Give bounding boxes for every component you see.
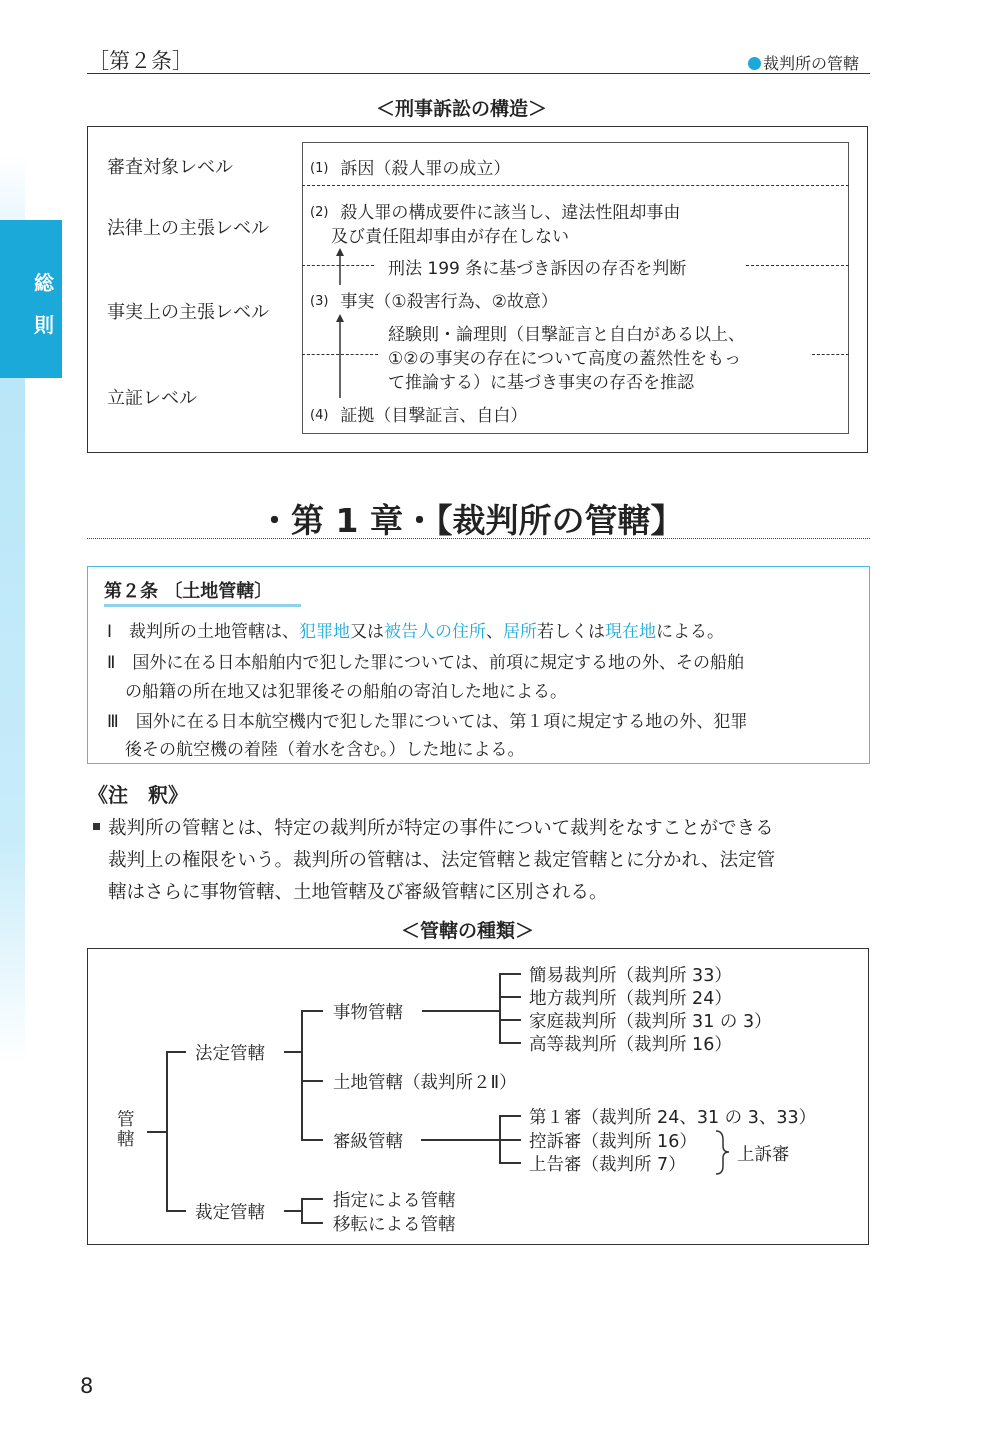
tree-node-discretionary: 裁定管轄 (195, 1203, 265, 1223)
side-tab-label: 総則 (34, 271, 54, 337)
running-header-section (748, 51, 859, 74)
judgment-note: 刑法 199 条に基づき訴因の存否を判断 (388, 259, 687, 279)
tree-node-subject: 事物管轄 (333, 1003, 403, 1023)
instance-item: 控訴審（裁判所 16） (529, 1132, 697, 1152)
level-label-factual: 事実上の主張レベル (107, 302, 269, 323)
tree-node-statutory: 法定管轄 (195, 1044, 265, 1064)
tree-node-territorial: 土地管轄（裁判所２Ⅱ） (333, 1073, 517, 1093)
article-paragraph-2-cont: の船籍の所在地又は犯罪後その船舶の寄泊した地による。 (125, 682, 567, 702)
tree-line (301, 1198, 323, 1200)
arrow-up-icon (336, 248, 344, 256)
court-item: 家庭裁判所（裁判所 31 の 3） (529, 1012, 772, 1032)
structure-item-3: (3) 事実（①殺害行為、②故意） (310, 292, 558, 312)
notes-heading: 《注 釈》 (88, 783, 188, 807)
tree-line (147, 1131, 167, 1133)
tree-line (166, 1210, 186, 1212)
tree-line (301, 1010, 303, 1140)
tree-line (499, 1115, 521, 1117)
level-divider (302, 185, 849, 186)
tree-line (499, 1042, 521, 1044)
disc-item: 移転による管轄 (333, 1215, 456, 1235)
level-label-examination: 審査対象レベル (107, 157, 233, 178)
keyword-residence: 居所 (503, 622, 538, 642)
instance-item: 上告審（裁判所 7） (529, 1155, 686, 1175)
court-item: 高等裁判所（裁判所 16） (529, 1035, 732, 1055)
article-paragraph-2: Ⅱ 国外に在る日本船舶内で犯した罪については、前項に規定する地の外、その船舶 (107, 653, 745, 673)
bullet-square-icon (93, 823, 100, 830)
appeal-label: 上訴審 (737, 1145, 790, 1165)
tree-line (284, 1051, 302, 1053)
tree-line (499, 1139, 521, 1141)
disc-item: 指定による管轄 (333, 1191, 456, 1211)
tree-line (301, 1139, 323, 1141)
tree-line (422, 1010, 500, 1012)
arrow-up-icon (336, 314, 344, 322)
section-label: 裁判所の管轄 (763, 54, 860, 73)
tree-line (499, 973, 501, 1043)
tree-line (499, 996, 521, 998)
note-line: 裁判所の管轄とは、特定の裁判所が特定の事件について裁判をなすことができる (108, 818, 774, 839)
inference-note-line: 経験則・論理則（目撃証言と自白がある以上、 (388, 325, 745, 345)
court-item: 簡易裁判所（裁判所 33） (529, 966, 732, 986)
level-divider (812, 354, 849, 355)
tree-line (301, 1198, 303, 1223)
tree-line (284, 1210, 302, 1212)
article-paragraph-3: Ⅲ 国外に在る日本航空機内で犯した罪については、第１項に規定する地の外、犯罪 (107, 712, 748, 732)
chapter-title: ・第 1 章・【裁判所の管轄】 (258, 501, 684, 540)
page-number: 8 (80, 1374, 94, 1398)
article-paragraph-3-cont: 後その航空機の着陸（着水を含む。）した地による。 (125, 740, 525, 760)
tree-line (166, 1051, 168, 1211)
header-rule (87, 73, 870, 74)
appeal-brace-icon (712, 1128, 734, 1178)
article-title-underline (104, 604, 301, 607)
court-item: 地方裁判所（裁判所 24） (529, 989, 732, 1009)
note-line: 轄はさらに事物管轄、土地管轄及び審級管轄に区別される。 (108, 882, 608, 903)
tree-line (499, 1162, 521, 1164)
keyword-present-location: 現在地 (605, 622, 657, 642)
structure-item-1: (1) 訴因（殺人罪の成立） (310, 159, 511, 179)
level-label-legal: 法律上の主張レベル (107, 218, 269, 239)
tree-line (421, 1139, 500, 1141)
tree-line (301, 1222, 323, 1224)
keyword-defendant-address: 被告人の住所 (384, 622, 487, 642)
level-label-proof: 立証レベル (107, 388, 197, 409)
article-paragraph-1: Ⅰ 裁判所の土地管轄は、犯罪地又は被告人の住所、居所若しくは現在地による。 (107, 622, 725, 642)
level-divider (746, 265, 849, 266)
inference-note-line: て推論する）に基づき事実の存否を推認 (388, 373, 694, 393)
chapter-rule (87, 538, 870, 539)
structure-diagram-title: ＜刑事訴訟の構造＞ (376, 98, 548, 120)
tree-root-label: 管轄 (117, 1110, 135, 1150)
structure-item-4: (4) 証拠（目撃証言、自白） (310, 406, 528, 426)
keyword-crime-place: 犯罪地 (299, 622, 351, 642)
note-line: 裁判上の権限をいう。裁判所の管轄は、法定管轄と裁定管轄とに分かれ、法定管 (108, 850, 776, 871)
tree-title: ＜管轄の種類＞ (401, 920, 535, 942)
inference-note-line: ①②の事実の存在について高度の蓋然性をもっ (388, 349, 742, 369)
tree-line (301, 1010, 323, 1012)
tree-line (301, 1080, 323, 1082)
tree-node-instance: 審級管轄 (333, 1132, 403, 1152)
article-title: 第２条 〔土地管轄〕 (104, 581, 273, 602)
tree-line (499, 973, 521, 975)
tree-line (166, 1051, 186, 1053)
instance-item: 第１審（裁判所 24、31 の 3、33） (529, 1108, 817, 1128)
structure-item-2-cont: 及び責任阻却事由が存在しない (331, 227, 569, 247)
section-dot-icon (748, 57, 761, 70)
running-header-article: ［第２条］ (88, 49, 193, 73)
inference-arrows (330, 240, 350, 405)
structure-item-2: (2) 殺人罪の構成要件に該当し、違法性阻却事由 (310, 203, 681, 223)
tree-line (499, 1019, 521, 1021)
